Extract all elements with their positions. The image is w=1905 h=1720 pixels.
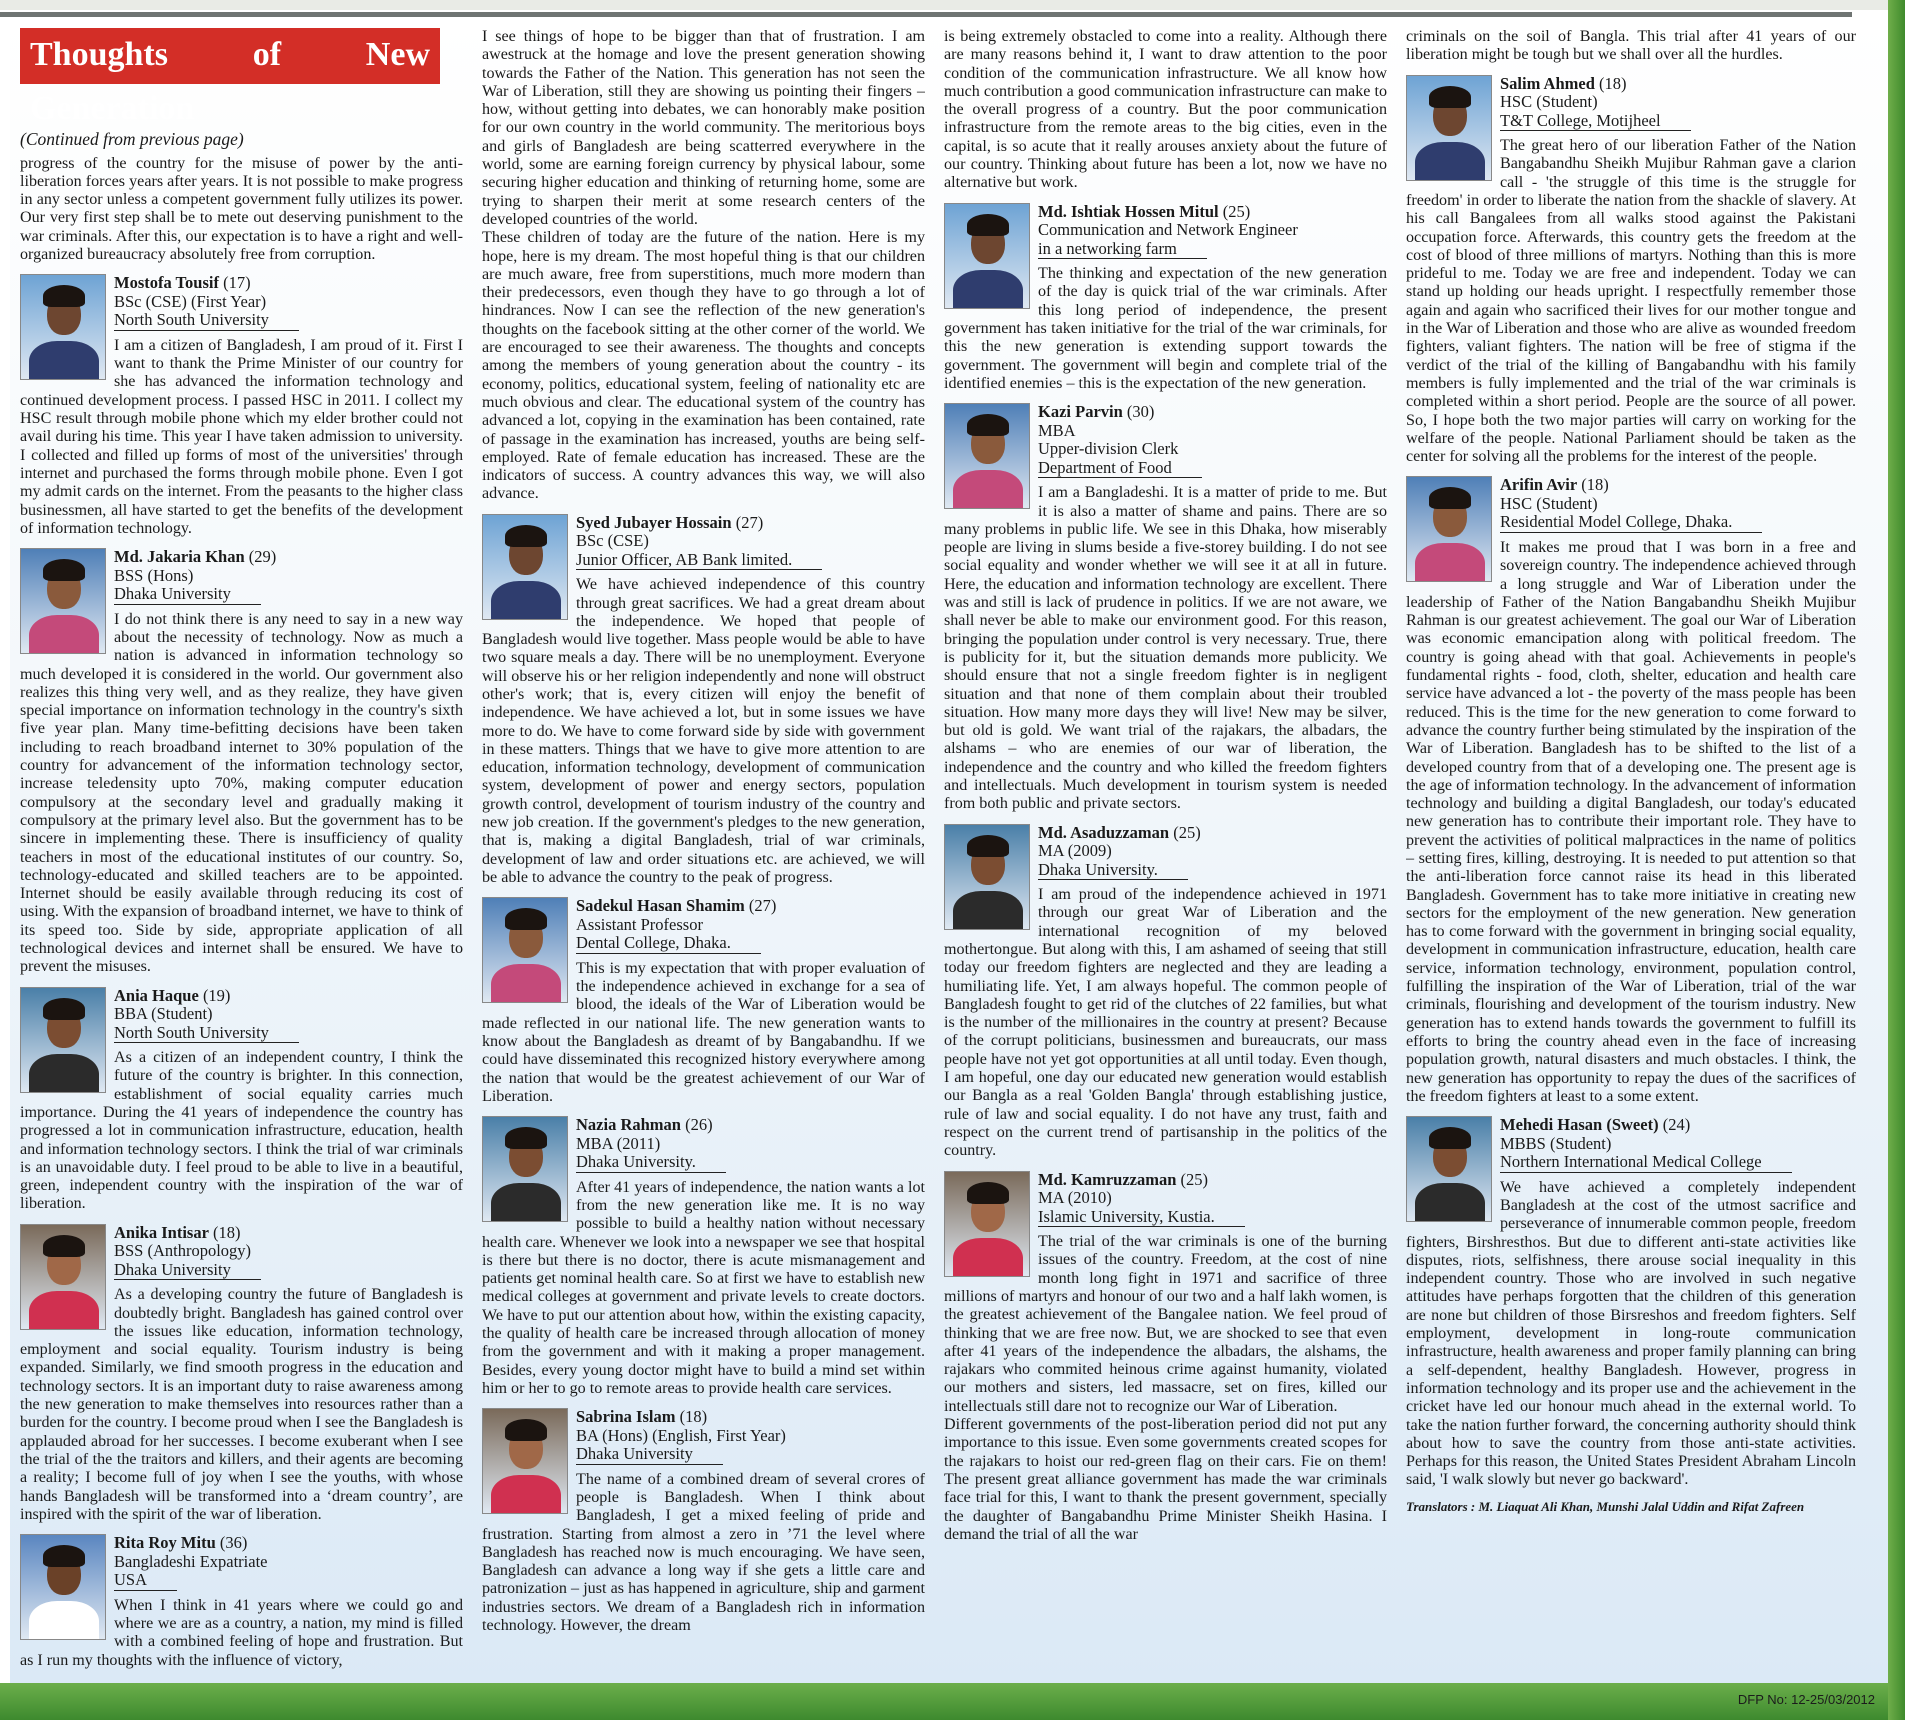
col2-profiles [482,514,925,1636]
contributor-credential: Department of Food [1038,459,1202,479]
contributor-statement: After 41 years of independence, the nation wants a lot from the new generation like me. It is no way possible to build a healthy nation without necessary health care. Whenever we look into a newspaper we see that hospital is there but there is no doctor, there is acute mismanagement and patients get nominal health care. So at first we have to establish new medical colleges at government and private levels to create doctors. We have to put our attention about how, within the existing capacity, the quality of health care be increased through allocation of money from the government and with it making a proper management. Besides, every young doctor might have to build a mind set within him or her to go to remote areas to provide health care services. [482,1178,925,1397]
contributor-credential: Dhaka University. [1038,861,1188,881]
newspaper-page [10,18,1888,1683]
contributor-entry [482,897,925,1106]
contributor-photo [1406,75,1492,181]
contributor-credential: MBA (2011) [576,1133,661,1153]
contributor-name: Sabrina Islam [576,1407,676,1427]
contributor-name: Mehedi Hasan (Sweet) [1500,1115,1659,1135]
contributor-photo [944,203,1030,309]
bottom-green-band [0,1683,1888,1720]
contributor-name: Ania Haque [114,985,199,1005]
contributor-photo [482,1408,568,1514]
contributor-credential: MBBS (Student) [1500,1133,1612,1153]
contributor-photo [944,824,1030,930]
contributor-name: Md. Jakaria Khan [114,547,245,567]
contributor-age: (36) [219,1533,248,1553]
contributor-credential: Communication and Network Engineer [1038,220,1298,240]
contributor-photo [20,987,106,1093]
contributor-credential: Dhaka University [114,585,261,605]
contributor-statement: I do not think there is any need to say in a new way about the necessity of technology. Now as much a nation is advanced in information technology so much developed it is considered in the world. Our government also realizes this thing very well, and as they realize, they have given special importance on information technology in the country's sixth five year plan. Many time-befitting decisions have been taken including to reach broadband internet to 30% population of the country for advancement of the information technology sector, increase teledensity upto 70%, making computer education compulsory at the secondary level and gradually making it compulsory at the primary level also. But the government has to be sincere in implementing these. There is insufficiency of quality teachers in most of the educational institutes of our country. So, technology-educated and skilled teachers are to be appointed. Internet should be easily available through reducing its cost of using. With the expansion of broadband internet, we have to think of its speed too. Side by side, appropriate application of all technological devices and internet shall be ensured. We have to prevent the misuses. [20,610,463,976]
contributor-age: (26) [685,1115,713,1135]
contributor-statement: We have achieved a completely independent Bangladesh at the cost of the utmost sacrifice and perseverance of innumerable common people, freedom fighters, Birshresthos. But due to different anti-state activities like disputes, riots, selfishness, there arouse social inequality in this independent country. Those who are involved in such negative attitudes have perhaps forgotten that the children of this generation are none but children of those Birsreshos and freedom fighters. Self employment, development in long-route communication infrastructure, health awareness and proper family planning can bring a self-dependent, healthy Bangladesh. However, progress in information technology and its proper use and the achievement in the cricket have led our honour much ahead in the external world. To take the nation further forward, the concerning authority should think about how to save the country from those anti-state activities. Perhaps for this reason, the United States President Abraham Lincoln said, 'I walk slowly but never go backward'. [1406,1178,1856,1489]
contributor-statement: The great hero of our liberation Father of the Nation Bangabandhu Sheikh Mujibur Rahman gave a clarion call - 'the struggle of this time is the struggle for freedom' in order to liberate the nation from the shackle of slavery. At his call Bangalees from all walks stood against the Pakistani occupation force. Afterwards, this country gets the freedom at the cost of blood of three millions of martyrs. Nothing than this is more prideful to me. Today we are free and independent. Today we can stand up holding our heads upright. I respectfully remember those again and again who sacrificed their lives for our mother tongue and in the War of Liberation and those who are alive as wounded freedom fighters, valiant fighters. The nation will be free of stigma if the verdict of the trial of the killing of Bangabandhu with his family members is fully implemented and the trial of the war criminals is completed within a short period. People are the source of all power. So, I hope both the two major parties will carry on working for the welfare of the people. National Parliament should be taken as the center for solving all the problems for the interest of the people. [1406,137,1856,466]
contributor-credential: Residential Model College, Dhaka. [1500,513,1762,533]
contributor-name: Nazia Rahman [576,1115,681,1135]
contributor-photo [482,897,568,1003]
contributor-photo [482,514,568,620]
contributor-credential: in a networking farm [1038,240,1207,260]
contributor-photo [1406,476,1492,582]
contributor-credential: Assistant Professor [576,914,703,934]
contributor-statement: I am a Bangladeshi. It is a matter of pride to me. But it is also a matter of shame and pains. There are so many problems in public life. We see in this Dhaka, how miserably people are living in slums beside a five-storey building. I do not see social equality and wonder whether we will see it at all in future. Here, the education and information technology are excellent. There was and still is lack of prudence in politics. If we are not aware, we shall never be able to make our environment good. For this reason, bringing the population under control is very necessary. True, there is publicity for it, but the situation demands more publicity. We should ensure that not a single freedom fighter is in negligent situation and that none of them complain about their troubled situation. How many more days they will live! New may be silver, but old is gold. We want trial of the rajakars, the albadars, the alshams – who are enemies of our war of liberation, the independence and the country and who killed the freedom fighters and intellectuals. Much development in tourism system is needed from both public and private sectors. [944,484,1387,813]
contributor-statement: We have achieved independence of this country through great sacrifices. We had a great dream about the independence. We hoped that people of Bangladesh would live together. Mass people would be able to have two square meals a day. There will be no unemployment. Everyone will observe his or her religion independently and none will obstruct other's work; that is, every citizen will enjoy the benefit of independence. We have achieved a lot, but in some issues we have more to do. We have to come forward side by side with government in these matters. Things that we have to give more attention to are education, information technology, development of communication system, development of power and energy sectors, population growth control, development of tourism industry of the country and new job creation. If the government's pledges to the new generation, that is, making a digital Bangladesh, trial of war criminals, development of law and order situations etc. are achieved, we will be able to advance the country to the peak of progress. [482,576,925,886]
contributor-age: (25) [1222,201,1251,221]
contributor-credential: Upper-division Clerk [1038,439,1179,459]
col2-lead-paragraph: I see things of hope to be bigger than that of frustration. I am awestruck at the homage and love the present generation showing towards the Father of the Nation. This generation has not seen the War of Liberation, still they are showing us pointing their fingers – how, without getting into debates, we can honorably make position for our own country in the world community. The meritorious boys and girls of Bangladesh are being scatterred everywhere in the world, some are earning foreign currency by physical labour, some securing higher education and thinking of returning home, some are trying to sharpen their merit at some research centers of the developed countries of the world. [482,28,925,228]
col3-profiles [944,203,1387,1544]
contributor-credential: Bangladeshi Expatriate [114,1551,268,1571]
contributor-photo [20,548,106,654]
contributor-statement: This is my expectation that with proper evaluation of the independence achieved in exchange for a sea of blood, the ideals of the War of Liberation would be made reflected in our national life. The new generation wants to know about the Bangladesh as dreamt of by Bangabandhu. If we could have disseminated this recognized history everywhere among the nation that would be the greatest achievement of our War of Liberation. [482,959,925,1105]
contributor-credential: Northern International Medical College [1500,1153,1792,1173]
col4-lead-paragraph: criminals on the soil of Bangla. This trial after 41 years of our liberation might be tough but we shall over all the hurdles. [1406,28,1856,64]
intro-paragraph: progress of the country for the misuse of power by the anti-liberation forces years after years. It is not possible to make progress in any sector unless a competent government fully utilizes its power. Our very first step shall be to mete out deserving punishment to the war criminals. After this, our expectation is to have a right and well-organized bureaucracy absolutely free from corruption. [20,154,463,264]
contributor-entry [944,824,1387,1161]
page-title: Thoughts of New Generation [20,28,440,84]
contributor-name: Md. Ishtiak Hossen Mitul [1038,201,1219,221]
contributor-credential: HSC (Student) [1500,92,1598,112]
contributor-statement: When I think in 41 years where we could go and where we are as a country, a nation, my mind is filled with a combined feeling of hope and frustration. But as I run my thoughts with the influence of victory, [20,1596,463,1669]
contributor-statement: The thinking and expectation of the new generation of the day is quick trial of the war criminals. After this long period of independence, the present government has taken initiative for the trial of the war criminals, for this the new generation is extending support towards the government. The government will begin and complete trial of the identified enemies – this is the expectation of the new generation. [944,265,1387,392]
top-margin [0,0,1905,10]
contributor-name: Arifin Avir [1500,475,1578,495]
contributor-credential: USA [114,1571,177,1591]
contributor-age: (18) [679,1407,708,1427]
contributor-credential: Islamic University, Kustia. [1038,1208,1245,1228]
translators-credit: Translators : M. Liaquat Ali Khan, Munshi Jalal Uddin and Rifat Zafreen [1406,1498,1805,1514]
contributor-photo [1406,1116,1492,1222]
column-4 [1406,28,1856,1678]
contributor-credential: Dhaka University. [576,1153,726,1173]
contributor-credential: BA (Hons) (English, First Year) [576,1425,786,1445]
contributor-photo [944,1171,1030,1277]
contributor-credential: Dental College, Dhaka. [576,934,761,954]
contributor-entry [20,1534,463,1670]
contributor-age: (25) [1180,1169,1209,1189]
contributor-photo [20,274,106,380]
contributor-age: (30) [1126,402,1155,422]
contributor-name: Kazi Parvin [1038,402,1123,422]
contributor-age: (17) [223,273,251,293]
right-green-border [1888,0,1905,1720]
column-1 [20,28,463,1678]
contributor-credential: MA (2010) [1038,1188,1112,1208]
col3-lead-paragraph: is being extremely obstacled to come into a reality. Although there are many reasons behind it, I want to draw attention to the poor condition of the communication infrastructure. We all know how much contribution a good communication infrastructure can make to the overall progress of a country. But the poor communication infrastructure from the remote areas to the big cities, even in the capital, is so acute that it really arouses anxiety about the future of our country. Thinking about future has been a lot, now we have no alternative but work. [944,28,1387,192]
contributor-credential: BSS (Hons) [114,565,194,585]
contributor-age: (18) [213,1222,241,1242]
contributor-credential: North South University [114,311,299,331]
contributor-photo [944,403,1030,509]
contributor-name: Anika Intisar [114,1222,209,1242]
contributor-photo [20,1534,106,1640]
contributor-entry [482,1408,925,1635]
contributor-name: Syed Jubayer Hossain [576,512,732,532]
contributor-name: Sadekul Hasan Shamim [576,896,745,916]
contributor-name: Md. Asaduzzaman [1038,822,1170,842]
contributor-age: (19) [202,985,231,1005]
contributor-statement: The trial of the war criminals is one of the burning issues of the country. Freedom, at the cost of nine month long fight in 1971 and sacrifice of three millions of martyrs and honour of our two and a half lakh women, is the greatest achievement of the Bangalee nation. We feel proud of thinking that we are free now. But, we are shocked to see that even after 41 years of the independence the albadars, the alshams, the rajakars who commited heinous crime against humanity, violated our mothers and sisters, led massacre, set on fires, killed our intellectuals still dare not to recognize our War of Liberation. [944,1233,1387,1415]
contributor-credential: T&T College, Motijheel [1500,112,1691,132]
contributor-entry [1406,476,1856,1106]
contributor-statement: As a developing country the future of Bangladesh is doubtedly bright. Bangladesh has gained control over the issues like education, information technology, employment and social equality. Tourism industry is being expanded. Similarly, we find smooth progress in the education and technology sectors. It is an important duty to raise awareness among the new generation to make themselves into resources rather than a burden for the country. I become proud when I see the Bangladesh is applauded abroad for her successes. I become exuberant when I see the trial of the the traitors and killers, and their agents are becoming a reality; I become full of joy when I see the youths, with whose hands Bangladesh will be transformed into a ‘dream country’, are inspired with the spirit of the war of liberation. [20,1286,463,1523]
contributor-entry [482,514,925,888]
contributor-statement: I am a citizen of Bangladesh, I am proud of it. First I want to thank the Prime Minister of our country for she has advanced the information technology and continued development process. I passed HSC in 2011. I collect my HSC result through mobile phone which my elder brother could not avail during his time. This year I have taken admission to university. I collected and filled up forms of most of the universities' through internet and purchased the forms through mobile phone. Even I got my admit cards on the internet. From the peasants to the higher class businessmen, all have started to get the benefits of the development of information technology. [20,336,463,537]
contributor-age: (29) [248,547,277,567]
contributor-age: (25) [1173,822,1201,842]
contributor-credential: HSC (Student) [1500,493,1598,513]
contributor-age: (18) [1599,73,1627,93]
contributor-statement-continued: Different governments of the post-liberation period did not put any importance to this issue. Even some governments created scopes for the rajakars to hoist our red-green flag on their cars. Fie on them! The present great alliance government has made the war criminals face trial for this, I want to thank the present government, specially the daughter of Bangabandhu Prime Minister Sheikh Hasina. I demand the trial of all the war [944,1416,1387,1543]
col1-profiles [20,274,463,1669]
col2-lead-paragraph-2: These children of today are the future of the nation. Here is my hope, here is my dream. The most hopeful thing is that our children are much aware, free from superstitions, much more modern than their predecessors, even though they have to go through a lot of hindrances. Now I can see the reflection of the new generation's thoughts on the facebook sitting at the other corner of the world. We are encouraged to see their awareness. The thoughts and concepts among the members of young generation about the country - its economy, politics, educational system, feeling of nationality etc are much obvious and clear. The educational system of the country has advanced a lot, copying in the examination has been contained, rate of passage in the examination has increased, youths are being self-employed. Rate of female education has increased. These are the indicators of success. A country advances this way, we will also advance. [482,229,925,503]
contributor-credential: Junior Officer, AB Bank limited. [576,551,822,571]
contributor-credential: Dhaka University [576,1445,723,1465]
contributor-entry [944,203,1387,394]
contributor-name: Md. Kamruzzaman [1038,1169,1177,1189]
column-3 [944,28,1387,1678]
contributor-entry [944,403,1387,813]
contributor-credential: BSc (CSE) (First Year) [114,291,267,311]
contributor-credential: BBA (Student) [114,1004,213,1024]
contributor-name: Salim Ahmed [1500,73,1595,93]
contributor-age: (27) [748,896,777,916]
contributor-credential: MA (2009) [1038,841,1112,861]
contributor-credential: BSc (CSE) [576,531,649,551]
contributor-statement: As a citizen of an independent country, I think the future of the country is brighter. In this connection, establishment of social equality carries much importance. During the 41 years of independence the country has progressed a lot in communication infrastructure, education, health and information technology sectors. I think the trial of war criminals is an unavoidable duty. I feel proud to be able to live in a beautiful, green, independent country with the inspiration of the war of liberation. [20,1049,463,1213]
contributor-credential: MBA [1038,420,1076,440]
contributor-entry [1406,75,1856,467]
contributor-age: (27) [735,512,764,532]
contributor-age: (18) [1581,475,1609,495]
contributor-statement: I am proud of the independence achieved in 1971 through our great War of Liberation and the international recognition of my beloved mothertongue. But along with this, I am ashamed of seeing that still today our freedom fighters are neglected and they are leading a humiliating life. Yet, I am always hopeful. The common people of Bangladesh fought to get rid of the clutches of 22 families, but what is the number of the millionaires in the country at present? Because of the corrupt politicians, businessmen and bureaucrats, our mass people have not yet got opportunities at all until today. Even though, I am hopeful, one day our educated new generation would establish our Bangla as a real 'Golden Bangla' through establishing justice, rule of law and social equality. I do not have any trust, faith and respect on the current trend of partisanship in the politics of the country. [944,886,1387,1160]
contributor-statement: The name of a combined dream of several crores of people is Bangladesh. When I think about Bangladesh, I get a mixed feeling of pride and frustration. Starting from almost a zero in ’71 the level where Bangladesh has reached now is much encouraging. We have seen, Bangladesh can advance a long way if she gets a little care and patronization – just as has happened in agriculture, ship and garment industries sectors. We dream of a Bangladesh rich in information technology. However, the dream [482,1470,925,1635]
contributor-statement: It makes me proud that I was born in a free and sovereign country. The independence achieved through a long struggle and War of Liberation under the leadership of Father of the Nation Bangabandhu Sheikh Mujibur Rahman is our greatest achievement. The goal our War of Liberation was economic emancipation along with political freedom. The country is going ahead with that goal. Achievements in people's fundamental rights - food, cloth, shelter, education and health care service have advanced a lot - the poverty of the mass people has been reduced. This is the time for the new generation to come forward to advance the country further being stimulated by the inspiration of the War of Liberation. Bangladesh has to be shifted to the list of a developed country from that of a developing one. The present age is the age of information technology. In the advancement of information technology and building a digital Bangladesh, our today's educated new generation has to contribute their important role. They have to prevent the activities of political malpractices in the name of politics – setting fires, killing, destroying. It is needed to put attention so that the anti-liberation force cannot raise its head in this liberated Bangladesh. Government has to take more initiative in creating new sectors for the employment of the new generation. New generation has to come forward with the government in bringing social equality, development in communication infrastructure, education, health care service, information technology, environment, population control, fulfilling the inspiration of the War of Liberation, trial of the war criminals, flourishing and development of the tourism industry. New generation has to extend hands towards the government to fulfill its efforts to bring the country ahead even in the face of increasing population growth, natural disasters and much obstacles. I think, the new generation has opportunity to repay the dues of the sacrifices of the freedom fighters at least to a some extent. [1406,538,1856,1105]
continued-note: (Continued from previous page) [20,129,244,150]
contributor-entry [944,1171,1387,1545]
dfp-number: DFP No: 12-25/03/2012 [1737,1692,1875,1707]
contributor-credential: BSS (Anthropology) [114,1241,252,1261]
contributor-photo [482,1116,568,1222]
col4-profiles [1406,75,1856,1490]
contributor-entry [1406,1116,1856,1490]
contributor-entry [482,1116,925,1398]
contributor-entry [20,1224,463,1524]
contributor-credential: North South University [114,1024,299,1044]
column-2 [482,28,925,1678]
contributor-age: (24) [1662,1115,1691,1135]
header-rule [0,12,1852,17]
contributor-entry [20,987,463,1214]
contributor-entry [20,548,463,976]
contributor-entry [20,274,463,538]
contributor-photo [20,1224,106,1330]
contributor-name: Mostofa Tousif [114,273,219,293]
contributor-name: Rita Roy Mitu [114,1533,216,1553]
contributor-credential: Dhaka University [114,1261,261,1281]
